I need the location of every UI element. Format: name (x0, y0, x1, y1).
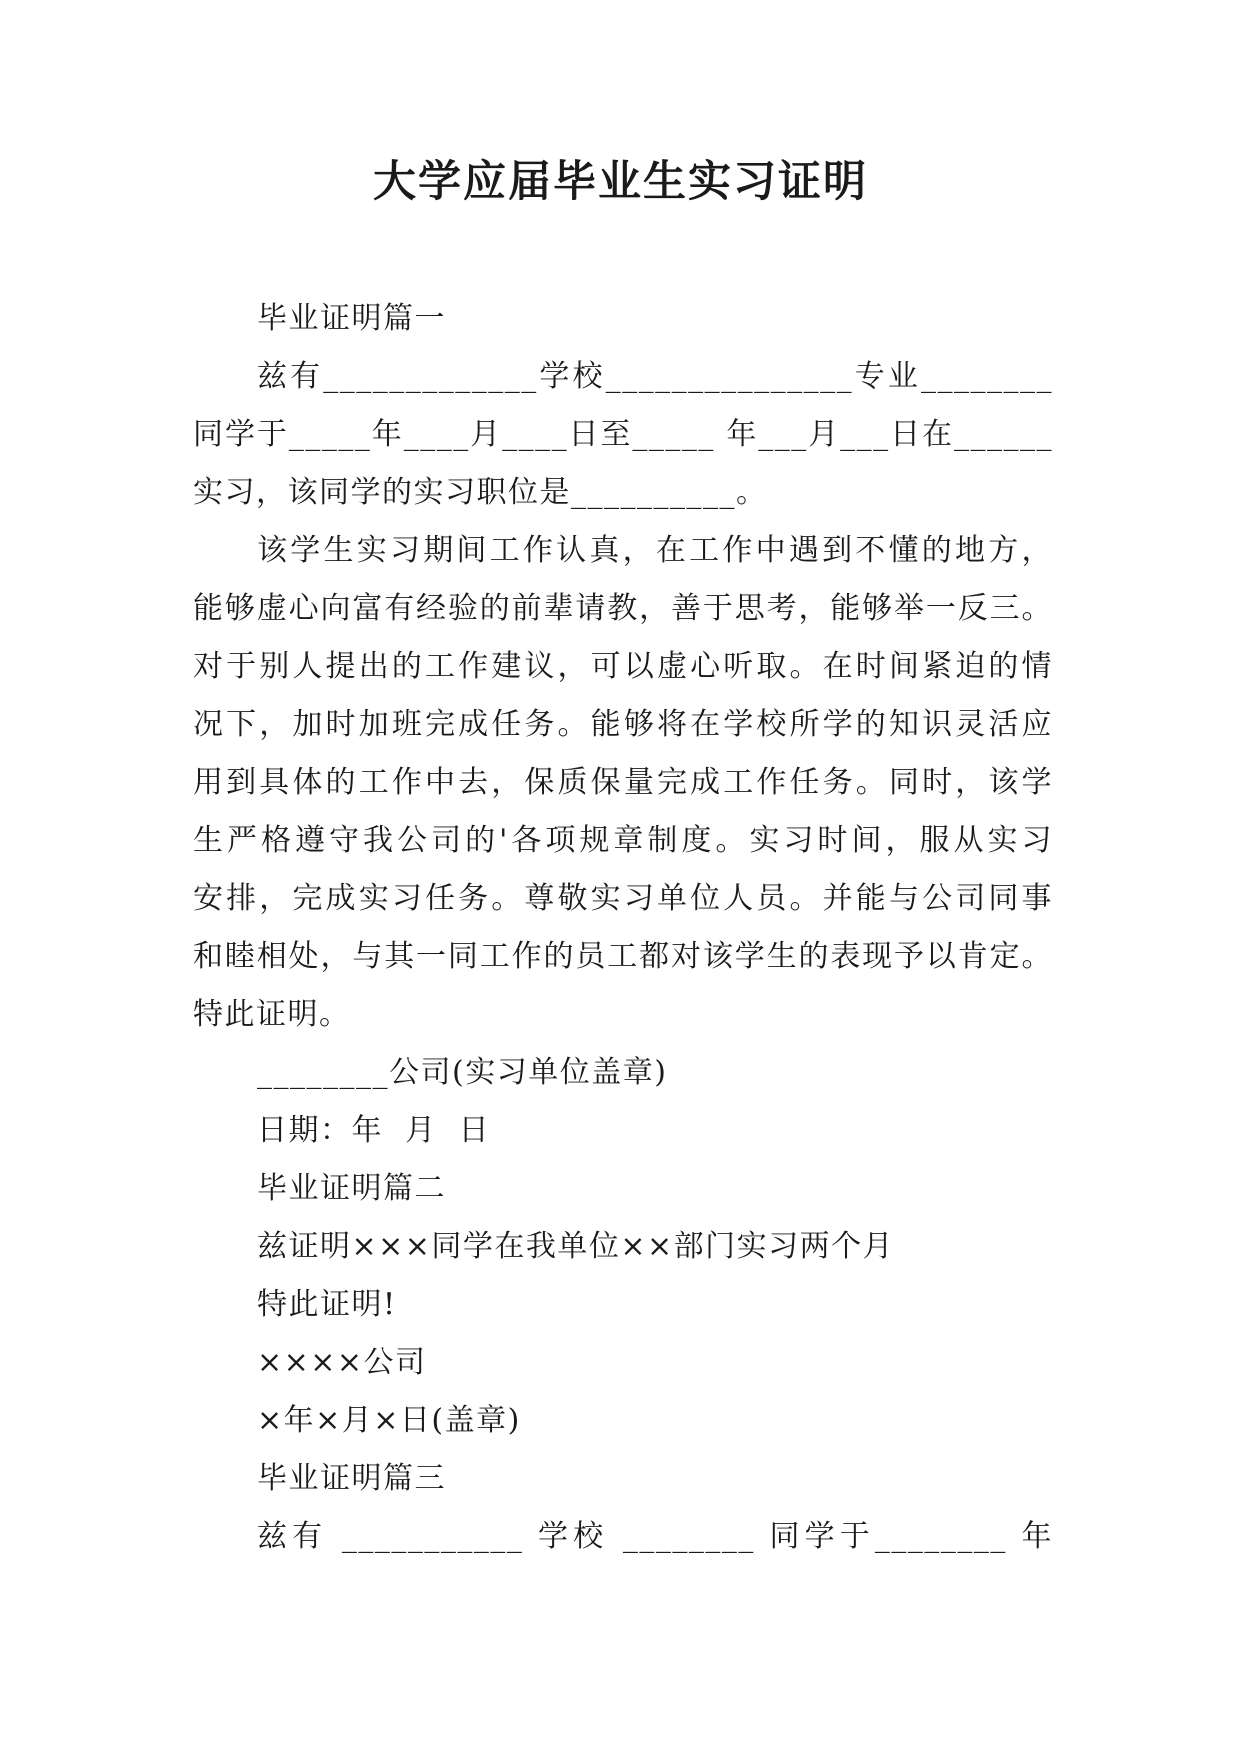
company-seal-line: ________公司(实习单位盖章) (257, 1055, 668, 1090)
section-heading-3: 毕业证明篇三 (257, 1461, 446, 1496)
paragraph-line: 况下，加时加班完成任务。能够将在学校所学的知识灵活应 (193, 707, 1053, 742)
form-line: 同学于_____年____月____日至_____ 年___月___日在______ (193, 417, 1053, 452)
paragraph-line: 特此证明。 (193, 997, 351, 1032)
section-heading-1: 毕业证明篇一 (257, 301, 446, 336)
form-line: 兹有_____________学校_______________专业________ (257, 359, 1053, 394)
document-title: 大学应届毕业生实习证明 (373, 157, 868, 207)
date-line: 日期：年 月 日 (257, 1113, 491, 1148)
paragraph-line: 和睦相处，与其一同工作的员工都对该学生的表现予以肯定。 (193, 939, 1053, 974)
section-heading-2: 毕业证明篇二 (257, 1171, 446, 1206)
document-body (193, 290, 1053, 1566)
paragraph-line: 对于别人提出的工作建议，可以虚心听取。在时间紧迫的情 (193, 649, 1053, 684)
paragraph-line: 用到具体的工作中去，保质保量完成工作任务。同时，该学 (193, 765, 1053, 800)
paragraph-line: 能够虚心向富有经验的前辈请教，善于思考，能够举一反三。 (193, 591, 1053, 626)
paragraph-line: 安排，完成实习任务。尊敬实习单位人员。并能与公司同事 (193, 881, 1053, 916)
paragraph-line: 该学生实习期间工作认真，在工作中遇到不懂的地方， (257, 533, 1053, 568)
form-line: 兹有 ___________ 学校 ________ 同学于________ 年 (257, 1519, 1053, 1554)
form-line: 实习，该同学的实习职位是__________。 (193, 475, 768, 510)
paragraph-line: 特此证明! (257, 1287, 397, 1322)
paragraph-line: 生严格遵守我公司的'各项规章制度。实习时间，服从实习 (193, 823, 1053, 858)
date-line: ×年×月×日(盖章) (257, 1403, 521, 1438)
paragraph-line: 兹证明×××同学在我单位××部门实习两个月 (257, 1229, 895, 1264)
company-line: ××××公司 (257, 1345, 427, 1380)
